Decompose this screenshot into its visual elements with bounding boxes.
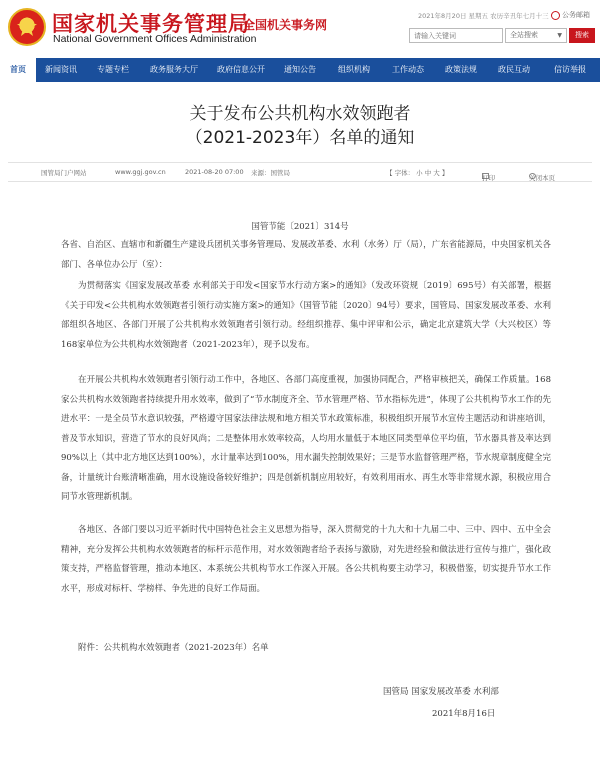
- search-button[interactable]: 搜索: [569, 28, 595, 43]
- site-title[interactable]: 国家机关事务管理局: [52, 12, 250, 36]
- search-scope-select[interactable]: [505, 28, 567, 43]
- font-size-control[interactable]: 【 字体： 小 中 大 】: [386, 169, 449, 177]
- site-subtitle: National Government Offices Administration: [53, 33, 257, 45]
- chevron-down-icon: ▼: [557, 32, 562, 39]
- nav-home[interactable]: 首页: [0, 58, 36, 82]
- article-title-line2: （2021-2023年）名单的通知: [185, 128, 415, 148]
- sign-date: 2021年8月16日: [432, 709, 496, 719]
- meta-date: 2021-08-20 07:00: [185, 168, 244, 176]
- attachment-link[interactable]: 附件：公共机构水效领跑者（2021-2023年）名单: [78, 643, 269, 653]
- main-nav: [0, 58, 600, 82]
- body-paragraph-2: 在开展公共机构水效领跑者引领行动工作中，各地区、各部门高度重视，加强协同配合，严格审核把关，确保工作质量。168家公共机构水效领跑者持续提升用水效率，做到了“节水制度齐全、节水管理严格、节水指标先进”，体现了公共机构节水工作的先进水平：一是全员节水意识较强，严格遵守国家法律法规和地方相关节水政策标准，积极组织开展节水宣传主题活动和讲座培训，普及节水知识，营造了节水的良好风尚；二是整体用水效率较高，人均用水量低于本地区同类型单位平均值，节水器具普及率达到90%以上（其中北方地区达到100%），水计量率达到100%，用水漏失控制效果好；三是节水监督管理严格，节水规章制度健全完备，计量统计台账清晰准确，用水设施设备较好维护；四是创新机制应用较好，有效利用雨水、再生水等非常规水源，积极应用合同节水管理新机制。: [61, 375, 551, 502]
- nav-news[interactable]: 新闻资讯: [45, 65, 77, 74]
- close-label: 关闭本页: [529, 174, 555, 182]
- search-scope-value: 全站搜索: [510, 31, 538, 39]
- body-paragraph-1: 为贯彻落实《国家发展改革委 水利部关于印发<国家节水行动方案>的通知》（发改环资规〔2019〕695号）有关部署，根据《关于印发<公共机构水效领跑者引领行动实施方案>的通知》（国管节能〔2020〕94号）要求，国管局、国家发展改革委、水利部组织各地区、各部门开展了公共机构水效领跑者引领行动。经组织推荐、集中评审和公示，确定北京建筑大学（大兴校区）等168家单位为公共机构水效领跑者（2021-2023年），现予以发布。: [61, 281, 551, 350]
- search-input[interactable]: [409, 28, 503, 43]
- date-info: 2021年8月20日 星期五 农历辛丑年七月十三: [418, 12, 549, 20]
- meta-url: www.ggj.gov.cn: [115, 168, 166, 176]
- mail-link[interactable]: [551, 10, 590, 20]
- nav-organization[interactable]: 组织机构: [338, 65, 370, 74]
- nav-interaction[interactable]: 政民互动: [498, 65, 530, 74]
- document-number: 国管节能〔2021〕314号: [251, 222, 349, 232]
- nav-services[interactable]: 政务服务大厅: [150, 65, 198, 74]
- nav-disclosure[interactable]: 政府信息公开: [217, 65, 265, 74]
- nav-topics[interactable]: 专题专栏: [97, 65, 129, 74]
- mail-icon: [551, 11, 560, 20]
- site-header: [0, 0, 600, 58]
- body-paragraph-3: 各地区、各部门要以习近平新时代中国特色社会主义思想为指导，深入贯彻党的十九大和十九届二中、三中、四中、五中全会精神，充分发挥公共机构水效领跑者的标杆示范作用，对水效领跑者给予表扬与激励，对先进经验和做法进行宣传与推广，强化政策支持，严格监督管理，推动本地区、本系统公共机构节水工作深入开展。各公共机构要主动学习，积极借鉴，切实提升节水工作水平，形成对标杆、学榜样、争先进的良好工作局面。: [61, 525, 551, 594]
- article-meta-bar: [8, 162, 592, 182]
- nav-work-updates[interactable]: 工作动态: [392, 65, 424, 74]
- print-label: 打印: [482, 174, 495, 182]
- mail-label: 公务邮箱: [562, 11, 590, 19]
- signatories: 国管局 国家发展改革委 水利部: [383, 687, 499, 697]
- meta-source-site: 国管局门户网站: [41, 169, 87, 177]
- national-emblem-icon[interactable]: [8, 8, 46, 46]
- addressee-paragraph: 各省、自治区、直辖市和新疆生产建设兵团机关事务管理局、发展改革委、水利（水务）厅（局），广东省能源局，中央国家机关各部门、各单位办公厅（室）：: [61, 240, 551, 270]
- nav-policies[interactable]: 政策法规: [445, 65, 477, 74]
- meta-source: 来源：国管局: [251, 169, 290, 177]
- nav-complaints[interactable]: 信访举报: [554, 65, 586, 74]
- nav-notices[interactable]: 通知公告: [284, 65, 316, 74]
- article-title-line1: 关于发布公共机构水效领跑者: [189, 104, 411, 124]
- site-network-link[interactable]: 全国机关事务网: [243, 18, 328, 32]
